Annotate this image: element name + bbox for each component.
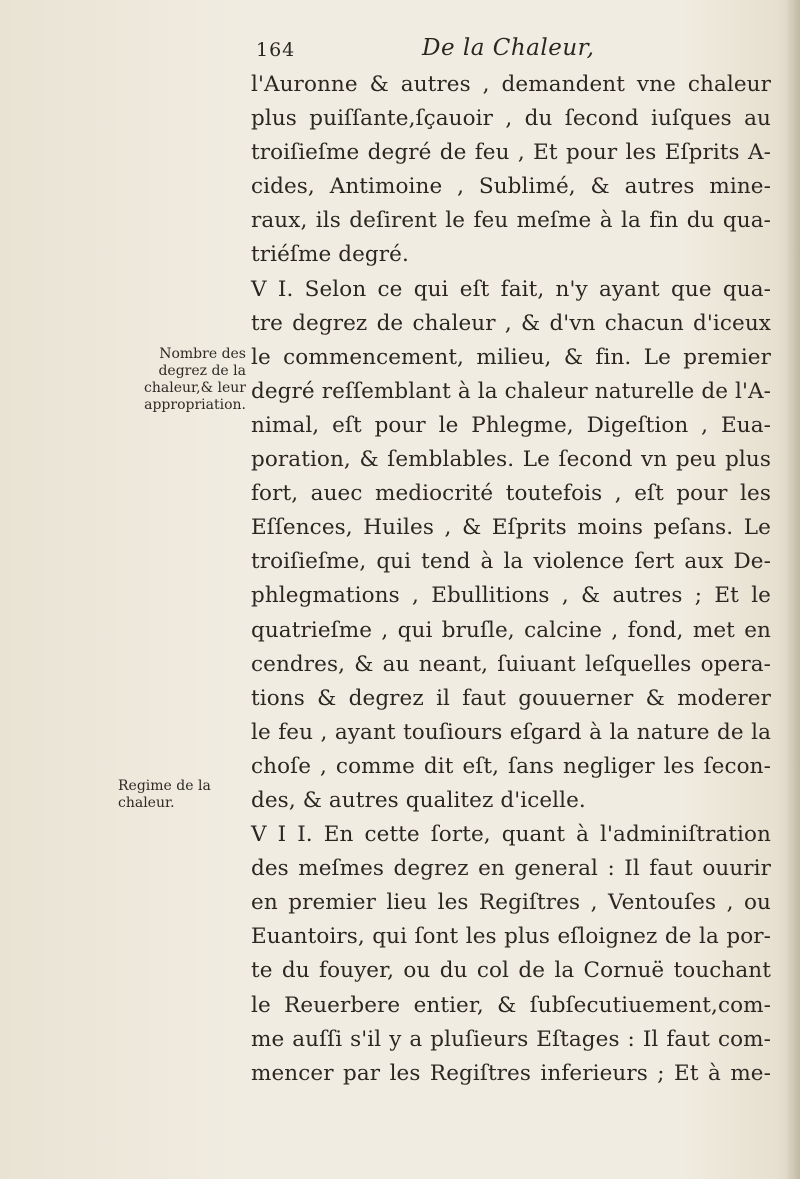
- text-line: nimal, eſt pour le Phlegme, Digeſtion , Eua-: [251, 412, 771, 438]
- text-line: plus puiſſante,ſçauoir , du ſecond iuſques au: [251, 106, 771, 132]
- text-line: le commencement, milieu, & fin. Le premier: [251, 344, 771, 370]
- marginal-note-heat-regime: [118, 778, 238, 812]
- text-line: des meſmes degrez en general : Il faut ouurir: [251, 856, 771, 882]
- running-header: [256, 33, 616, 67]
- text-line: en premier lieu les Regiſtres , Ventouſes , ou: [251, 890, 771, 916]
- text-line: Eſſences, Huiles , & Eſprits moins peſans. Le: [251, 515, 771, 541]
- marginal-note-line: Regime de la: [118, 778, 211, 794]
- page-edge-shadow: [786, 0, 800, 1179]
- text-line: V I. Selon ce qui eſt fait, n'y ayant que qua-: [251, 276, 771, 302]
- text-line: quatrieſme , qui bruſle, calcine , fond, met en: [251, 617, 771, 643]
- text-line: troiſieſme degré de feu , Et pour les Eſprits A-: [251, 140, 771, 166]
- body-text: [251, 68, 771, 1091]
- text-line: tions & degrez il faut gouuerner & moderer: [251, 685, 771, 711]
- text-line: cides, Antimoine , Sublimé, & autres mine-: [251, 174, 771, 200]
- text-line: troiſieſme, qui tend à la violence ſert aux De-: [251, 549, 771, 575]
- page-number: 164: [256, 39, 296, 61]
- text-line: me auſſi s'il y a pluſieurs Eſtages : Il faut com-: [251, 1026, 771, 1052]
- text-line: poration, & ſemblables. Le ſecond vn peu plus: [251, 447, 771, 473]
- marginal-note-line: appropriation.: [144, 397, 246, 413]
- text-line: degré reſſemblant à la chaleur naturelle de l'A-: [251, 378, 771, 404]
- text-line: choſe , comme dit eſt, ſans negliger les ſecon-: [251, 753, 771, 779]
- running-title: De la Chaleur,: [422, 35, 595, 61]
- text-line: le feu , ayant touſiours eſgard à la nature de la: [251, 719, 771, 745]
- text-line: te du fouyer, ou du col de la Cornuë touchant: [251, 958, 771, 984]
- text-line: tre degrez de chaleur , & d'vn chacun d'iceux: [251, 310, 771, 336]
- marginal-note-line: chaleur.: [118, 795, 175, 811]
- marginal-note-line: chaleur,& leur: [144, 380, 246, 396]
- marginal-note-line: Nombre des: [159, 346, 246, 362]
- text-line: fort, auec mediocrité toutefois , eſt pour les: [251, 481, 771, 507]
- text-line: phlegmations , Ebullitions , & autres ; Et le: [251, 583, 771, 609]
- text-line: Euantoirs, qui ſont les plus eſloignez de la por-: [251, 924, 771, 950]
- text-line: mencer par les Regiſtres inferieurs ; Et à me-: [251, 1060, 771, 1086]
- text-line: raux, ils deſirent le feu meſme à la fin du qua-: [251, 208, 771, 234]
- text-line: V I I. En cette ſorte, quant à l'adminiſtration: [251, 822, 771, 848]
- text-line: triéſme degré.: [251, 242, 409, 268]
- text-line: des, & autres qualitez d'icelle.: [251, 787, 586, 813]
- text-line: l'Auronne & autres , demandent vne chaleur: [251, 72, 771, 97]
- text-line: le Reuerbere entier, & ſubſecutiuement,com-: [251, 992, 771, 1018]
- marginal-note-line: degrez de la: [158, 363, 246, 379]
- text-line: cendres, & au neant, ſuiuant leſquelles opera-: [251, 651, 771, 677]
- marginal-note-heat-degrees: [118, 346, 246, 414]
